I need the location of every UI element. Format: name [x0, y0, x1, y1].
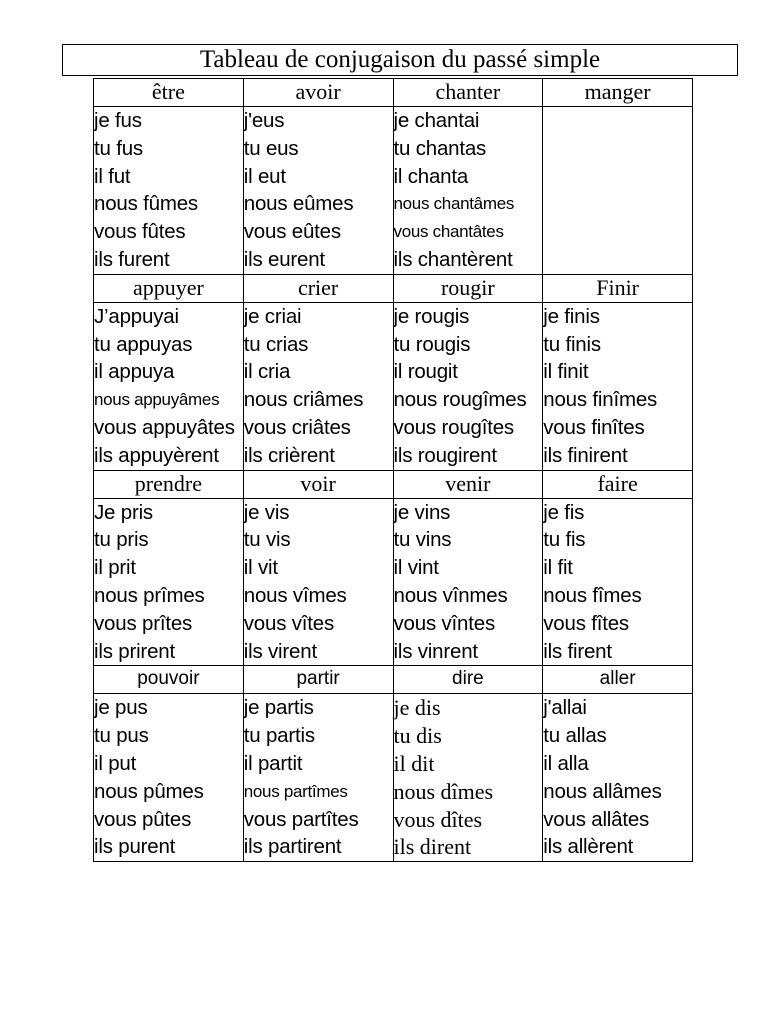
- conjugated-form: tu chantas: [393, 136, 487, 160]
- verb-conjugation-cell: [94, 107, 244, 275]
- conjugated-form: je fis: [543, 500, 585, 524]
- conjugated-form: il dit: [393, 750, 435, 776]
- verb-name: aller: [543, 666, 693, 694]
- verb-conjugation-cell: [543, 107, 693, 275]
- conjugated-form: il cria: [243, 360, 291, 384]
- verb-name: avoir: [243, 79, 393, 107]
- conjugation-table: [93, 78, 693, 862]
- conjugated-form: nous partîmes: [243, 781, 348, 801]
- conjugated-form: ils vinrent: [393, 639, 478, 663]
- conjugated-form: je dis: [393, 695, 441, 721]
- conjugated-form: tu appuyas: [94, 332, 193, 356]
- conjugated-form: il vit: [243, 556, 278, 580]
- conjugated-form: vous fûtes: [94, 220, 186, 244]
- verb-header-row: [94, 666, 693, 694]
- conjugated-form: il fut: [94, 164, 131, 188]
- conjugated-form: tu rougis: [393, 332, 471, 356]
- conjugated-form: nous vînmes: [393, 583, 508, 607]
- conjugated-form: tu finis: [543, 332, 601, 356]
- conjugated-form: je finis: [543, 304, 600, 328]
- conjugated-form: vous criâtes: [243, 415, 351, 439]
- table-title: Tableau de conjugaison du passé simple: [62, 44, 738, 76]
- conjugated-form: nous finîmes: [543, 388, 658, 412]
- verb-conjugation-cell: [393, 694, 543, 862]
- verb-name: venir: [393, 470, 543, 498]
- verb-conjugation-cell: [243, 498, 393, 666]
- verb-header-row: [94, 470, 693, 498]
- verb-name: voir: [243, 470, 393, 498]
- conjugated-form: nous rougîmes: [393, 388, 527, 412]
- conjugated-form: tu dis: [393, 723, 442, 749]
- conjugated-form: j'eus: [243, 109, 285, 132]
- verb-name: être: [94, 79, 244, 107]
- conjugated-form: ils chantèrent: [393, 247, 513, 271]
- conjugated-form: il appuya: [94, 360, 175, 384]
- conjugated-form: je rougis: [393, 304, 470, 328]
- conjugated-form: nous allâmes: [543, 779, 662, 803]
- conjugated-form: tu fis: [543, 528, 586, 552]
- verb-name: pouvoir: [94, 666, 244, 694]
- conjugation-row: [94, 694, 693, 862]
- conjugated-form: ils crièrent: [243, 443, 335, 467]
- conjugated-form: il rougit: [393, 360, 458, 384]
- conjugated-form: il fit: [543, 556, 573, 580]
- verb-header-row: [94, 79, 693, 107]
- conjugated-form: nous prîmes: [94, 583, 205, 607]
- conjugated-form: vous fîtes: [543, 611, 629, 635]
- verb-name: crier: [243, 274, 393, 302]
- conjugated-form: il partit: [243, 751, 303, 775]
- conjugated-form: ils purent: [94, 835, 176, 859]
- conjugated-form: vous pûtes: [94, 807, 192, 831]
- conjugated-form: nous appuyâmes: [94, 390, 220, 410]
- conjugated-form: tu vins: [393, 528, 452, 552]
- verb-conjugation-cell: [243, 694, 393, 862]
- verb-name: appuyer: [94, 274, 244, 302]
- conjugated-form: vous partîtes: [243, 807, 359, 831]
- conjugated-form: tu pus: [94, 724, 149, 748]
- verb-name: chanter: [393, 79, 543, 107]
- conjugated-form: tu pris: [94, 528, 149, 552]
- conjugated-form: je criai: [243, 304, 302, 328]
- conjugated-form: tu partis: [243, 724, 315, 748]
- conjugated-form: vous finîtes: [543, 415, 645, 439]
- conjugated-form: vous rougîtes: [393, 415, 514, 439]
- conjugated-form: ils finirent: [543, 443, 628, 467]
- conjugated-form: vous chantâtes: [393, 222, 504, 242]
- conjugated-form: il chanta: [393, 164, 469, 188]
- conjugated-form: il prit: [94, 556, 136, 580]
- conjugation-row: [94, 107, 693, 275]
- verb-name: partir: [243, 666, 393, 694]
- verb-conjugation-cell: [393, 302, 543, 470]
- conjugated-form: vous prîtes: [94, 611, 193, 635]
- conjugated-form: nous pûmes: [94, 779, 204, 803]
- conjugated-form: je vis: [243, 500, 290, 524]
- verb-conjugation-cell: [243, 107, 393, 275]
- verb-conjugation-cell: [543, 498, 693, 666]
- conjugation-row: [94, 302, 693, 470]
- conjugated-form: nous fîmes: [543, 583, 642, 607]
- conjugated-form: tu fus: [94, 136, 143, 160]
- conjugated-form: ils virent: [243, 639, 317, 663]
- verb-conjugation-cell: [543, 694, 693, 862]
- conjugated-form: nous chantâmes: [393, 194, 515, 214]
- verb-conjugation-cell: [243, 302, 393, 470]
- conjugated-form: il vint: [393, 556, 439, 580]
- verb-name: dire: [393, 666, 543, 694]
- verb-name: Finir: [543, 274, 693, 302]
- conjugated-form: vous vîtes: [243, 611, 335, 635]
- conjugated-form: il alla: [543, 751, 589, 775]
- conjugated-form: vous eûtes: [243, 220, 341, 244]
- verb-conjugation-cell: [543, 302, 693, 470]
- conjugated-form: ils furent: [94, 247, 170, 271]
- conjugated-form: je pus: [94, 696, 148, 720]
- conjugated-form: ils dirent: [393, 834, 472, 860]
- verb-conjugation-cell: [393, 107, 543, 275]
- verb-name: rougir: [393, 274, 543, 302]
- verb-conjugation-cell: [94, 694, 244, 862]
- conjugation-row: [94, 498, 693, 666]
- conjugated-form: ils partirent: [243, 835, 342, 859]
- conjugated-form: je vins: [393, 500, 451, 524]
- verb-conjugation-cell: [94, 498, 244, 666]
- conjugated-form: vous appuyâtes: [94, 415, 235, 439]
- conjugated-form: tu vis: [243, 528, 291, 552]
- conjugated-form: nous criâmes: [243, 388, 364, 412]
- verb-name: prendre: [94, 470, 244, 498]
- conjugated-form: je chantai: [393, 109, 480, 132]
- conjugated-form: il finit: [543, 360, 589, 384]
- conjugated-form: ils prirent: [94, 639, 175, 663]
- conjugated-form: ils firent: [543, 639, 612, 663]
- conjugated-form: nous fûmes: [94, 192, 198, 216]
- conjugated-form: ils eurent: [243, 247, 325, 271]
- conjugated-form: ils allèrent: [543, 835, 634, 859]
- verb-name: manger: [543, 79, 693, 107]
- conjugated-form: tu eus: [243, 136, 299, 160]
- conjugated-form: tu crias: [243, 332, 309, 356]
- conjugated-form: j'allai: [543, 696, 587, 720]
- conjugated-form: ils rougirent: [393, 443, 497, 467]
- conjugated-form: nous eûmes: [243, 192, 354, 216]
- conjugated-form: Je pris: [94, 500, 153, 524]
- conjugated-form: vous dîtes: [393, 806, 483, 832]
- conjugated-form: tu allas: [543, 724, 607, 748]
- conjugated-form: ils appuyèrent: [94, 443, 219, 467]
- verb-conjugation-cell: [94, 302, 244, 470]
- verb-conjugation-cell: [393, 498, 543, 666]
- conjugated-form: je partis: [243, 696, 314, 720]
- conjugated-form: nous dîmes: [393, 778, 494, 804]
- conjugated-form: nous vîmes: [243, 583, 347, 607]
- conjugated-form: vous vîntes: [393, 611, 495, 635]
- conjugated-form: il put: [94, 751, 137, 775]
- conjugated-form: vous allâtes: [543, 807, 650, 831]
- verb-header-row: [94, 274, 693, 302]
- conjugated-form: je fus: [94, 109, 142, 132]
- conjugated-form: J’appuyai: [94, 304, 179, 328]
- verb-name: faire: [543, 470, 693, 498]
- conjugated-form: il eut: [243, 164, 286, 188]
